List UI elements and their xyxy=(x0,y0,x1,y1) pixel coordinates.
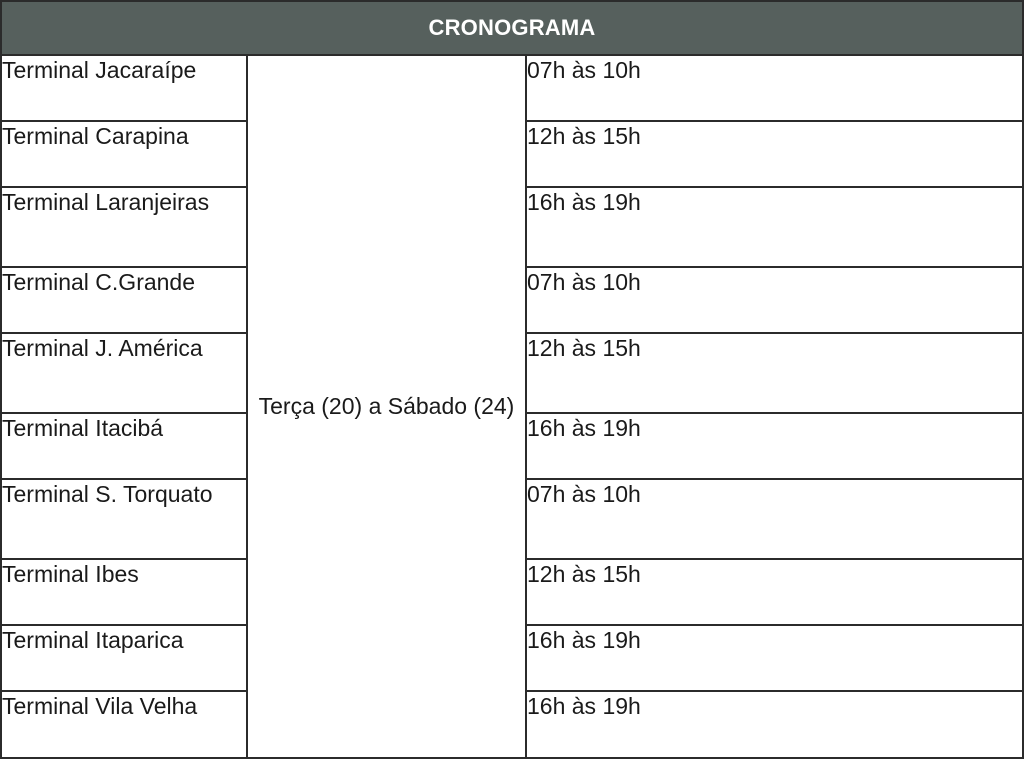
terminal-name: Terminal Laranjeiras xyxy=(1,187,247,267)
terminal-name: Terminal Ibes xyxy=(1,559,247,625)
terminal-name: Terminal J. América xyxy=(1,333,247,413)
time-slot: 16h às 19h xyxy=(526,691,1023,758)
time-slot: 16h às 19h xyxy=(526,413,1023,479)
terminal-name: Terminal Carapina xyxy=(1,121,247,187)
time-slot: 07h às 10h xyxy=(526,55,1023,121)
terminal-name: Terminal S. Torquato xyxy=(1,479,247,559)
table-row xyxy=(1,55,1023,121)
terminal-name: Terminal Itacibá xyxy=(1,413,247,479)
time-slot: 12h às 15h xyxy=(526,559,1023,625)
time-slot: 16h às 19h xyxy=(526,187,1023,267)
time-slot: 07h às 10h xyxy=(526,479,1023,559)
period-cell: Terça (20) a Sábado (24) xyxy=(247,55,526,758)
table-title: CRONOGRAMA xyxy=(1,1,1023,55)
terminal-name: Terminal Vila Velha xyxy=(1,691,247,758)
time-slot: 12h às 15h xyxy=(526,333,1023,413)
table-header-row xyxy=(1,1,1023,55)
time-slot: 12h às 15h xyxy=(526,121,1023,187)
terminal-name: Terminal C.Grande xyxy=(1,267,247,333)
terminal-name: Terminal Itaparica xyxy=(1,625,247,691)
terminal-name: Terminal Jacaraípe xyxy=(1,55,247,121)
time-slot: 16h às 19h xyxy=(526,625,1023,691)
time-slot: 07h às 10h xyxy=(526,267,1023,333)
